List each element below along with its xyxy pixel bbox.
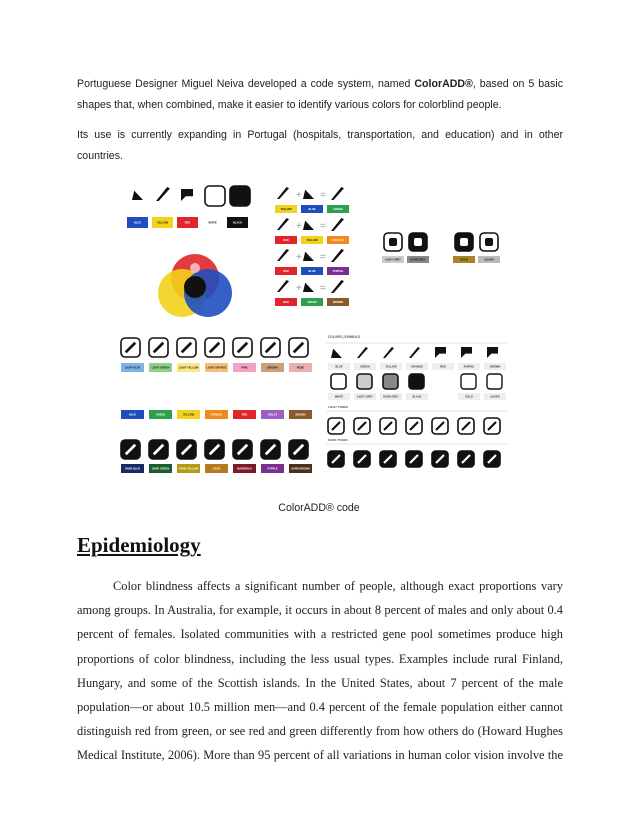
square-symbol: [357, 374, 372, 389]
flag-symbol: [461, 347, 472, 358]
swatch-label: LIGHT TONES: [328, 405, 349, 409]
inner-square: [485, 238, 493, 246]
plus-sign: +: [296, 221, 302, 232]
swatch-label: PURPLE: [267, 467, 278, 471]
swatch-label: YELLOW: [280, 208, 292, 212]
swatch-label: DARK GREY: [383, 395, 399, 399]
swatch-label: COLORS | SYMBOLS: [328, 335, 361, 339]
intro-text-before: Portuguese Designer Miguel Neiva developed a code system, named: [77, 78, 415, 90]
slash-symbol: [331, 280, 344, 293]
slash-symbol: [357, 347, 368, 358]
coloradd-brand: ColorADD®: [414, 78, 473, 90]
swatch-label: BROWN: [267, 366, 278, 370]
slash-symbol: [331, 249, 344, 262]
swatch-label: DARK BLUE: [124, 467, 141, 471]
swatch-label: ORANGE: [210, 413, 223, 417]
swatch-label: RED: [283, 239, 289, 243]
square-symbol: [409, 374, 424, 389]
square-symbol: [487, 374, 502, 389]
swatch-label: BROWN: [489, 365, 501, 369]
equals-sign: =: [320, 221, 326, 232]
swatch-label: BLUE: [335, 365, 343, 369]
swatch-label: GREEN: [155, 413, 166, 417]
slash-symbol: [331, 218, 344, 231]
swatch-label: PURPLE: [463, 365, 475, 369]
equals-sign: =: [320, 190, 326, 201]
swatch-label: ROSE: [296, 366, 305, 370]
paragraph-line: percent of females. Isolated communities with a restricted gene pool sometimes produce high: [77, 627, 563, 642]
slash-symbol: [277, 249, 289, 261]
intro-paragraph-2: Its use is currently expanding in Portugal (hospitals, transportation, and education) and in other countries.: [77, 129, 563, 162]
swatch-label: BLACK: [412, 395, 422, 399]
flag-symbol: [181, 189, 193, 201]
swatch-label: RED: [184, 221, 191, 225]
paragraph-line: proportions of color blindness, including the less usual types. Examples include rural Finland,: [77, 651, 563, 666]
triangle-symbol: [331, 349, 342, 358]
inner-square: [389, 238, 397, 246]
plus-sign: +: [296, 190, 302, 201]
swatch-label: DARK YELLOW: [178, 467, 199, 471]
plus-sign: +: [296, 252, 302, 263]
swatch-label: RED: [283, 301, 289, 305]
white-highlight: [190, 263, 200, 273]
square-symbol: [205, 186, 225, 206]
swatch-label: YELLOW: [385, 365, 397, 369]
swatch-label: OCHE: [212, 467, 221, 471]
coloradd-figure: [118, 183, 512, 481]
swatch-label: DARK BROWN: [291, 467, 310, 471]
equals-sign: =: [320, 252, 326, 263]
swatch-label: RED: [283, 270, 289, 274]
swatch-label: LIGHT GREEN: [151, 366, 170, 370]
flag-symbol: [487, 347, 498, 358]
swatch-label: WHITE: [208, 221, 217, 225]
square-symbol: [461, 374, 476, 389]
swatch-label: LIGHT GREY: [385, 258, 401, 262]
inner-square: [414, 238, 422, 246]
slash-symbol: [409, 347, 420, 358]
swatch-label: RED: [241, 413, 248, 417]
slash-symbol: [156, 187, 170, 201]
swatch-label: LIGHT GREY: [357, 395, 373, 399]
swatch-label: ORANGE: [332, 239, 344, 243]
paragraph-line: Hungary, and some of the Scottish islands. In the United States, about 7 percent of the male: [77, 675, 563, 690]
intro-paragraph-1: [77, 74, 563, 116]
swatch-label: BLUE: [308, 270, 316, 274]
triangle-symbol: [303, 252, 314, 261]
figure-caption: ColorADD® code: [278, 502, 360, 514]
epidemiology-paragraph: [77, 574, 563, 768]
slash-symbol: [277, 218, 289, 230]
slash-symbol: [383, 347, 394, 358]
plus-sign: +: [296, 283, 302, 294]
triangle-symbol: [303, 283, 314, 292]
triangle-symbol: [132, 191, 143, 200]
paragraph-line: Medical Institute, 2006). More than 95 percent of all variations in human color vision involve the: [77, 748, 563, 763]
intro-text-after: , based on 5 basic shapes that, when combined, make it easier to identify various colors for colorblind people.: [77, 78, 563, 111]
swatch-label: GREEN: [333, 208, 343, 212]
swatch-label: DARK GREEN: [151, 467, 170, 471]
swatch-label: LIGHT ORANGE: [206, 366, 227, 370]
swatch-label: DARK TONES: [328, 438, 348, 442]
triangle-symbol: [303, 221, 314, 230]
paragraph-line: population—or about 10.5 million men—and 0.4 percent of the female population either cannot: [77, 700, 563, 715]
swatch-label: LIGHT YELLOW: [178, 366, 199, 370]
triangle-symbol: [303, 190, 314, 199]
flag-symbol: [435, 347, 446, 358]
swatch-label: GOLD: [460, 258, 468, 262]
paragraph-line: among groups. In Australia, for example, it occurs in about 8 percent of males and only about 0.4: [77, 603, 563, 618]
swatch-label: BLUE: [133, 221, 142, 225]
inner-square: [460, 238, 468, 246]
swatch-label: BLUE: [128, 413, 137, 417]
swatch-label: YELLOW: [306, 239, 318, 243]
swatch-label: SILVER: [484, 258, 494, 262]
swatch-label: ORANGE: [411, 365, 423, 369]
swatch-label: RED: [440, 365, 446, 369]
equals-sign: =: [320, 283, 326, 294]
slash-symbol: [277, 187, 289, 199]
black-center: [184, 276, 206, 298]
swatch-label: PURPLE: [332, 270, 344, 274]
swatch-label: WHITE: [334, 395, 344, 399]
swatch-label: BLUE: [308, 208, 316, 212]
swatch-label: PINK: [241, 366, 248, 370]
swatch-label: GREEN: [307, 301, 317, 305]
swatch-label: BROWN: [295, 413, 306, 417]
swatch-label: VIOLET: [267, 413, 278, 417]
swatch-label: BLACK: [232, 221, 243, 225]
swatch-label: SILVER: [490, 395, 500, 399]
slash-symbol: [277, 280, 289, 292]
swatch-label: BROWN: [332, 301, 344, 305]
swatch-label: YELLOW: [156, 221, 169, 225]
section-heading: Epidemiology: [77, 533, 201, 557]
swatch-label: BORDEAUX: [237, 467, 252, 471]
swatch-label: GOLD: [465, 395, 473, 399]
swatch-label: YELLOW: [182, 413, 195, 417]
square-symbol: [230, 186, 250, 206]
swatch-label: LIGHT BLUE: [124, 366, 141, 370]
swatch-label: GREEN: [360, 365, 370, 369]
slash-symbol: [331, 187, 344, 200]
square-symbol: [331, 374, 346, 389]
square-symbol: [383, 374, 398, 389]
paragraph-line: Color blindness affects a significant number of people, although exact proportions vary: [113, 579, 563, 593]
swatch-label: DARK GREY: [410, 258, 426, 262]
paragraph-line: distinguish red from green, or see red and green differently from how others do (Howard Hughes: [77, 724, 563, 739]
